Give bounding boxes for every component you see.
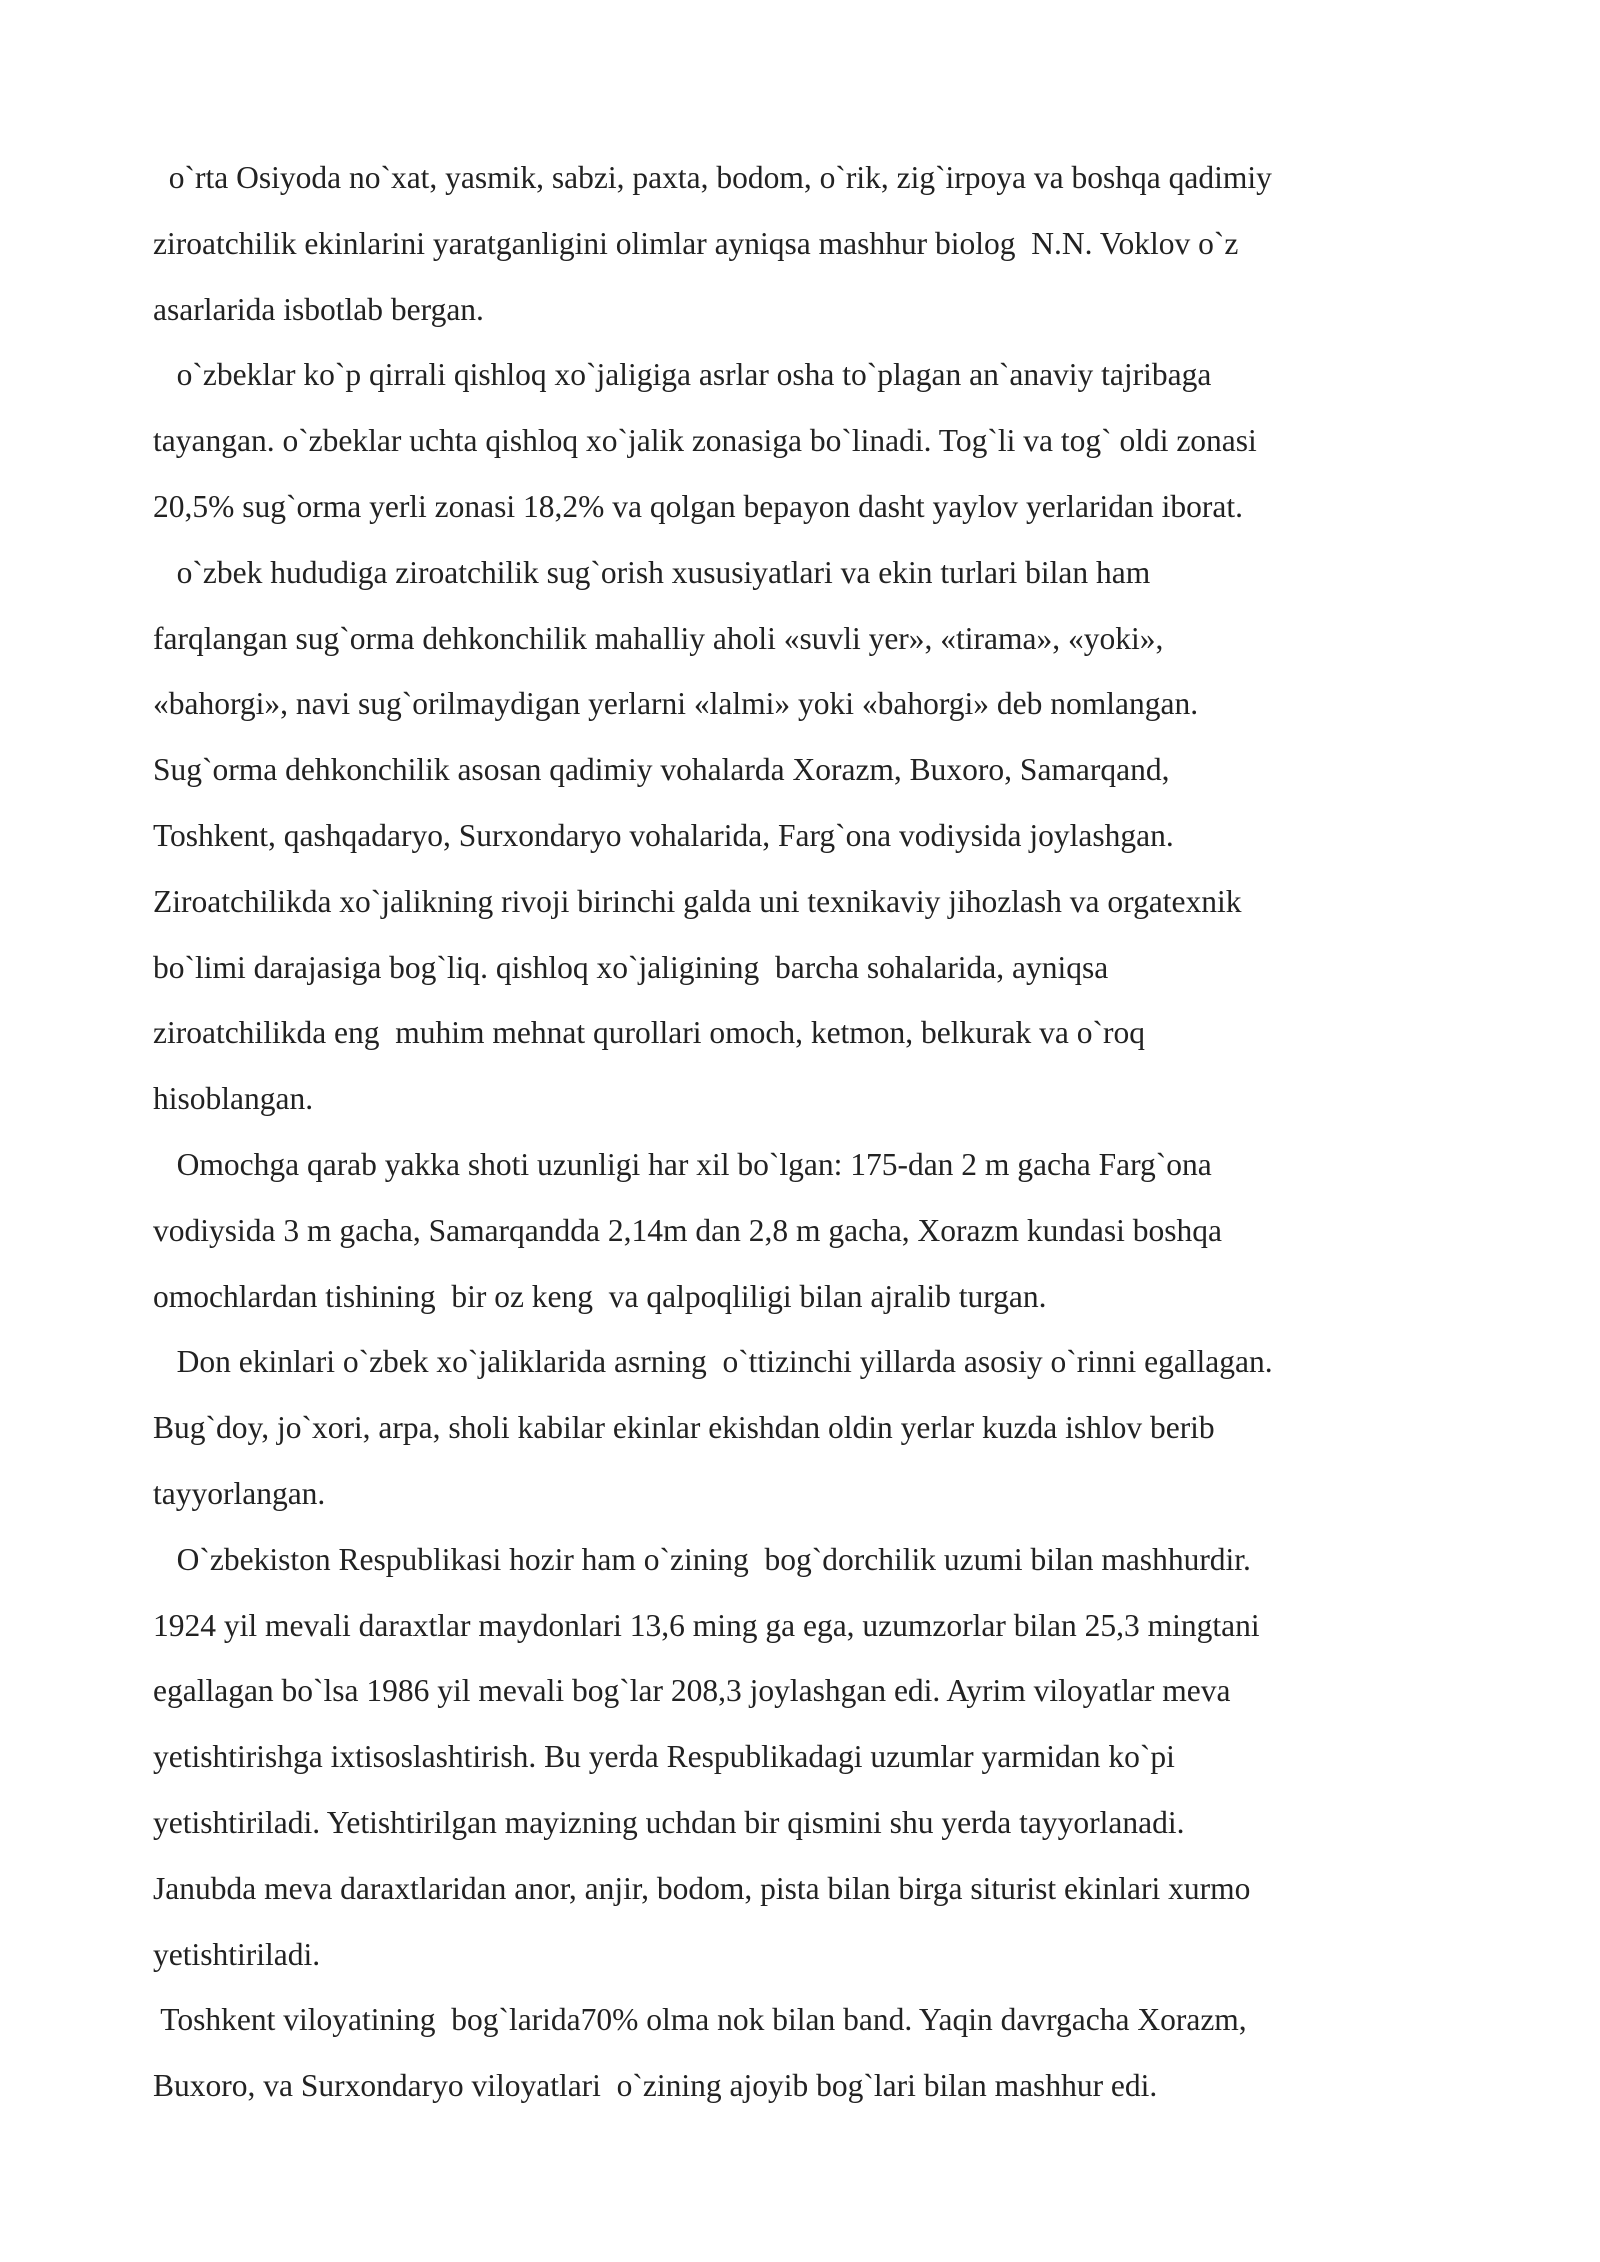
text-line: Bug`doy, jo`xori, arpa, sholi kabilar ekinlar ekishdan oldin yerlar kuzda ishlov berib	[153, 1410, 1215, 1446]
body-text	[153, 145, 1503, 2119]
text-line: yetishtiriladi.	[153, 1936, 321, 1972]
text-line: Toshkent viloyatining bog`larida70% olma nok bilan band. Yaqin davrgacha Xorazm,	[153, 2002, 1247, 2038]
text-line: Toshkent, qashqadaryo, Surxondaryo vohalarida, Farg`ona vodiysida joylashgan.	[153, 817, 1174, 853]
text-line: Janubda meva daraxtlaridan anor, anjir, bodom, pista bilan birga siturist ekinlari xurmo	[153, 1870, 1251, 1906]
text-line: yetishtirishga ixtisoslashtirish. Bu yerda Respublikadagi uzumlar yarmidan ko`pi	[153, 1739, 1175, 1775]
text-line: «bahorgi», navi sug`orilmaydigan yerlarni «lalmi» yoki «bahorgi» deb nomlangan.	[153, 686, 1199, 722]
text-line: ziroatchilikda eng muhim mehnat qurollari omoch, ketmon, belkurak va o`roq	[153, 1015, 1145, 1051]
text-line: ziroatchilik ekinlarini yaratganligini olimlar ayniqsa mashhur biolog N.N. Voklov o`z	[153, 225, 1239, 261]
text-line: omochlardan tishining bir oz keng va qalpoqliligi bilan ajralib turgan.	[153, 1278, 1047, 1314]
text-line: vodiysida 3 m gacha, Samarqandda 2,14m dan 2,8 m gacha, Xorazm kundasi boshqa	[153, 1212, 1222, 1248]
text-line: Buxoro, va Surxondaryo viloyatlari o`zining ajoyib bog`lari bilan mashhur edi.	[153, 2068, 1158, 2104]
text-line: bo`limi darajasiga bog`liq. qishloq xo`jaligining barcha sohalarida, ayniqsa	[153, 949, 1109, 985]
text-line: o`zbek hududiga ziroatchilik sug`orish xususiyatlari va ekin turlari bilan ham	[153, 554, 1151, 590]
text-line: 1924 yil mevali daraxtlar maydonlari 13,6 ming ga ega, uzumzorlar bilan 25,3 mingtani	[153, 1607, 1260, 1643]
text-line: tayangan. o`zbeklar uchta qishloq xo`jalik zonasiga bo`linadi. Tog`li va tog` oldi zonasi	[153, 423, 1257, 459]
text-line: yetishtiriladi. Yetishtirilgan mayizning uchdan bir qismini shu yerda tayyorlanadi.	[153, 1804, 1185, 1840]
text-line: Don ekinlari o`zbek xo`jaliklarida asrning o`ttizinchi yillarda asosiy o`rinni egallagan.	[153, 1344, 1273, 1380]
text-line: o`rta Osiyoda no`xat, yasmik, sabzi, paxta, bodom, o`rik, zig`irpoya va boshqa qadimiy	[153, 160, 1272, 195]
text-line: Omochga qarab yakka shoti uzunligi har xil bo`lgan: 175-dan 2 m gacha Farg`ona	[153, 1146, 1212, 1182]
text-line: O`zbekiston Respublikasi hozir ham o`zining bog`dorchilik uzumi bilan mashhurdir.	[153, 1541, 1251, 1577]
text-line: Sug`orma dehkonchilik asosan qadimiy vohalarda Xorazm, Buxoro, Samarqand,	[153, 752, 1170, 788]
text-line: farqlangan sug`orma dehkonchilik mahalliy aholi «suvli yer», «tirama», «yoki»,	[153, 620, 1164, 656]
text-line: 20,5% sug`orma yerli zonasi 18,2% va qolgan bepayon dasht yaylov yerlaridan iborat.	[153, 488, 1243, 524]
text-line: o`zbeklar ko`p qirrali qishloq xo`jaligiga asrlar osha to`plagan an`anaviy tajribaga	[153, 357, 1212, 393]
text-line: egallagan bo`lsa 1986 yil mevali bog`lar 208,3 joylashgan edi. Ayrim viloyatlar meva	[153, 1673, 1231, 1709]
text-line: Ziroatchilikda xo`jalikning rivoji birinchi galda uni texnikaviy jihozlash va orgatexnik	[153, 883, 1242, 919]
text-line: asarlarida isbotlab bergan.	[153, 291, 484, 327]
text-line: hisoblangan.	[153, 1081, 314, 1117]
text-line: tayyorlangan.	[153, 1475, 326, 1511]
